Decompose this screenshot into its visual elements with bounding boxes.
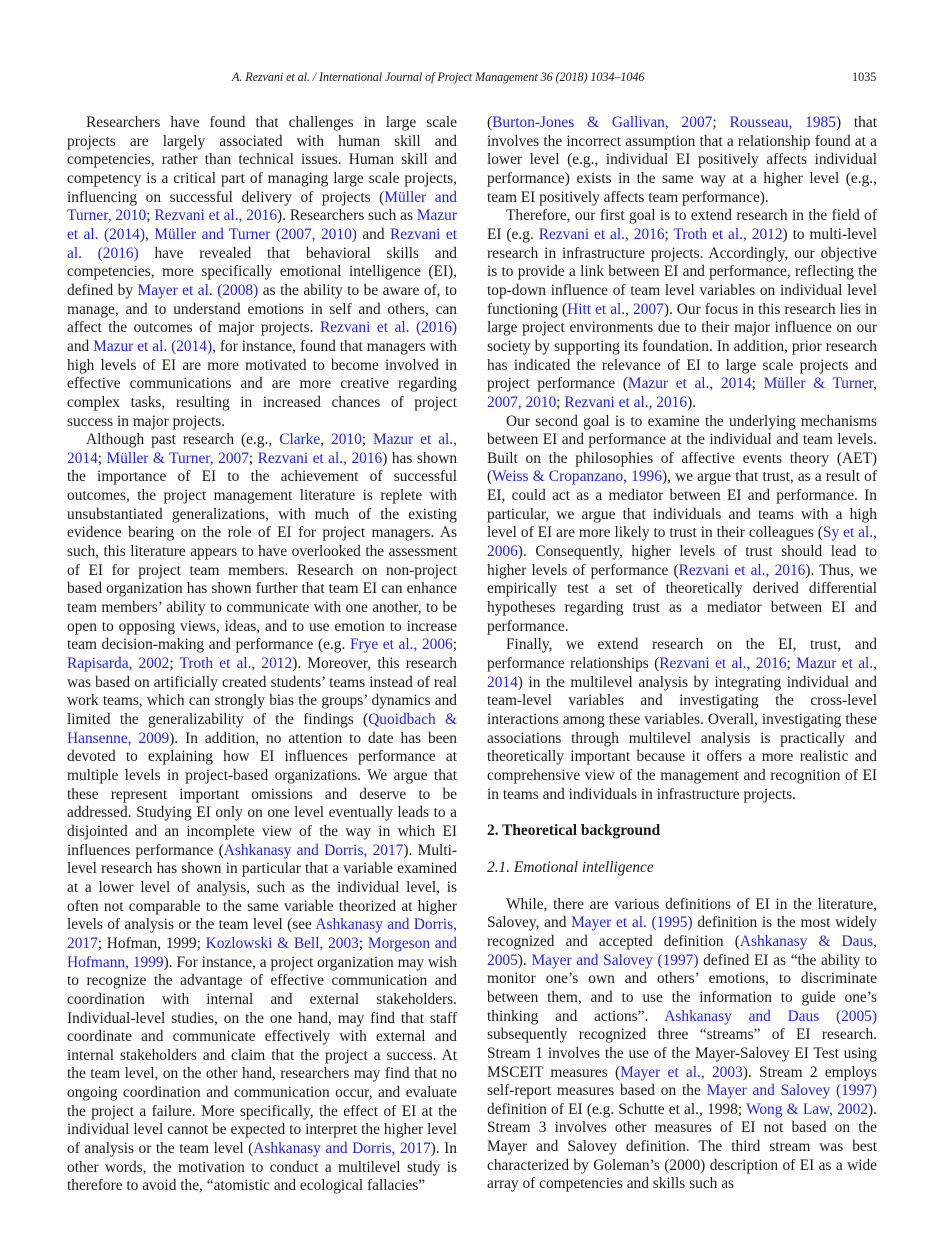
citation-link[interactable]: Rezvani et al., 2016 xyxy=(659,655,787,673)
citation-link[interactable]: Weiss & Cropanzano, 1996 xyxy=(492,468,662,486)
paragraph-text: Finally, we extend research on the EI, trust, and performance relationships ( xyxy=(487,636,877,673)
paragraph-text: ; xyxy=(452,636,457,654)
paragraph-text: ). xyxy=(687,393,697,411)
paragraph xyxy=(487,114,877,207)
citation-link[interactable]: Rezvani et al. (2016) xyxy=(67,225,457,262)
paragraph-text: have revealed that behavioral skills and competencies, more specifically emotional intelligence (EI), defined by xyxy=(67,244,457,299)
citation-link[interactable]: Hitt et al., 2007 xyxy=(567,300,664,318)
paragraph-text: ). Moreover, this research was based on artificially created students’ teams instead of real work teams, which can strongly bias the groups’ dynamics and limited the generalizability of the findings ( xyxy=(67,655,457,728)
paragraph-text: and xyxy=(356,225,391,243)
citation-link[interactable]: Mayer and Salovey (1997) xyxy=(706,1082,877,1100)
citation-link[interactable]: Burton-Jones & Gallivan, 2007 xyxy=(492,114,713,131)
citation-link[interactable]: Mazur et al. (2014) xyxy=(93,337,213,355)
citation-link[interactable]: Rezvani et al., 2016 xyxy=(257,449,383,467)
citation-link[interactable]: Mazur et al., 2014 xyxy=(67,431,458,467)
left-column xyxy=(67,114,457,1196)
paragraph-text: definition of EI (e.g. Schutte et al., 1998; xyxy=(487,1100,747,1118)
citation-link[interactable]: Sy et al., 2006 xyxy=(487,524,877,561)
citation-link[interactable]: Mazur et al., 2014 xyxy=(487,655,877,691)
running-title: A. Rezvani et al. / International Journal of Project Management 36 (2018) 1034–1046 xyxy=(232,70,645,84)
citation-link[interactable]: Rapisarda, 2002 xyxy=(67,655,170,673)
paragraph-text: ). Our focus in this research lies in large project environments due to their major influence on our society by supporting its foundation. In addition, prior research has indicated the relevance of EI to large scale projects and project performance ( xyxy=(487,300,877,393)
paragraph-text: While, there are various definitions of EI in the literature, Salovey, and xyxy=(487,895,877,932)
citation-link[interactable]: Ashkanasy and Dorris, 2017 xyxy=(67,916,457,952)
paragraph-text: ). Consequently, higher levels of trust should lead to higher levels of performance ( xyxy=(487,543,877,579)
citation-link[interactable]: Rezvani et al., 2016 xyxy=(154,207,278,225)
citation-link[interactable]: Müller & Turner, 2007 xyxy=(106,449,249,467)
paragraph-text: ; xyxy=(751,375,764,393)
citation-link[interactable]: Wong & Law, 2002 xyxy=(746,1100,869,1118)
paragraph-text: ). Stream 2 employs self-report measures based on the xyxy=(487,1063,877,1100)
citation-link[interactable]: Rousseau, 1985 xyxy=(729,114,836,131)
citation-link[interactable]: Mazur et al., 2014 xyxy=(627,375,752,393)
paragraph xyxy=(487,896,877,1195)
paragraph-text: ; xyxy=(664,225,674,243)
paragraph-text: as the ability to be aware of, to manage, and to understand emotions in self and others, can affect the outcomes of major projects. xyxy=(67,281,457,337)
paragraph-text: ) that involves the incorrect assumption that a relationship found at a lower level (e.g., individual EI positively affects individual performance) exists in the same way at a higher level (e.g., team EI positively affects team performance). xyxy=(487,114,877,206)
citation-link[interactable]: Ashkanasy & Daus, 2005 xyxy=(487,932,877,969)
paragraph xyxy=(67,114,457,431)
introduction-continued xyxy=(487,114,877,804)
paragraph-text: ; Hofman, 1999; xyxy=(97,934,206,952)
paragraph-text: Researchers have found that challenges in large scale projects are largely associated with human skill and competencies, rather than technical issues. Human skill and competency is a critical part of managing large scale projects, influencing on successful delivery of projects ( xyxy=(67,114,457,206)
page-number: 1035 xyxy=(852,70,877,84)
section-heading: 2. Theoretical background xyxy=(487,822,661,840)
paragraph-text: definition is the most widely recognized and accepted definition ( xyxy=(487,914,877,950)
citation-link[interactable]: Müller and Turner, 2010 xyxy=(67,188,457,225)
citation-link[interactable]: Morgeson and Hofmann, 1999 xyxy=(67,934,457,971)
emotional-intelligence-body xyxy=(487,896,877,1195)
paragraph-text: ) in the multilevel analysis by integrating individual and team-level variables and investigating the cross-level interactions among these variables. Overall, investigating these associations through multilevel analysis is practically and theoretically important because it offers a more realistic and comprehensive view of the management and recognition of EI in teams and individuals in infrastructure projects. xyxy=(487,673,877,803)
citation-link[interactable]: Mayer et al. (1995) xyxy=(571,914,693,932)
left-column-body xyxy=(67,114,457,1196)
paragraph-text: ; xyxy=(361,431,374,449)
paragraph-text: ). In addition, no attention to date has been devoted to explaining how EI influences performance at multiple levels in project-based organizations. We argue that these represent important omissions and deserve to be addressed. Studying EI only on one level eventually leads to a disjointed and an incomplete view of the way in which EI influences performance ( xyxy=(67,729,457,859)
paragraph-text: ) has shown the importance of EI to the achievement of successful outcomes, the project management literature is replete with unsubstantiated generalizations, with much of the existing evidence bearing on the role of EI for project managers. As such, this literature appears to have overlooked the assessment of EI for project team members. Research on non-project based organization has shown further that team EI can enhance team members’ ability to communicate with one another, to be open to opposing views, ideas, and to use emotion to increase team decision-making and performance (e.g. xyxy=(67,449,458,654)
paragraph-text: ( xyxy=(487,114,493,131)
paragraph xyxy=(487,636,877,804)
paragraph-text: ; xyxy=(169,655,180,673)
paragraph-text: ). For instance, a project organization may wish to recognize the advantage of effective communication and coordination with internal and external stakeholders. Individual-level studies, on the one hand, may find that staff coordinate and communicate effectively with external and internal stakeholders and claim that the project a success. At the team level, on the other hand, researchers may find that no ongoing coordination and communication occur, and evaluate the project a failure. More specifically, the effect of EI at the individual level cannot be expected to interpret the higher level of analysis or the team level ( xyxy=(67,953,458,1158)
citation-link[interactable]: Troth et al., 2012 xyxy=(179,655,293,673)
paragraph-text: ). xyxy=(517,951,532,969)
citation-link[interactable]: Mayer and Salovey (1997) xyxy=(531,951,699,969)
paragraph-text: ) to multi-level research in infrastructure projects. Accordingly, our objective is to provide a link between EI and performance, reflecting the top-down influence of team level variables on individual level functioning ( xyxy=(487,225,877,318)
citation-link[interactable]: Frye et al., 2006 xyxy=(349,636,453,654)
citation-link[interactable]: Quoidbach & Hansenne, 2009 xyxy=(67,711,457,747)
running-head xyxy=(0,70,925,90)
paragraph-text: Therefore, our first goal is to extend research in the field of EI (e.g. xyxy=(487,207,877,243)
paragraph-text: ; xyxy=(248,449,258,467)
citation-link[interactable]: Müller & Turner, 2007, 2010 xyxy=(487,375,878,411)
citation-link[interactable]: Rezvani et al., 2016 xyxy=(538,225,665,243)
paragraph-text: ; xyxy=(358,934,368,952)
paragraph-text: ). Stream 3 involves other measures of EI not based on the Mayer and Salovey definition. The third stream was best characterized by Goleman’s (2000) description of EI as a wide array of competencies and skills such as xyxy=(487,1100,877,1193)
citation-link[interactable]: Kozlowski & Bell, 2003 xyxy=(205,934,359,952)
right-column xyxy=(487,114,877,1194)
citation-link[interactable]: Ashkanasy and Daus (2005) xyxy=(664,1007,877,1025)
paragraph-text: ; xyxy=(97,449,107,467)
spacer xyxy=(487,878,877,896)
citation-link[interactable]: Rezvani et al., 2016 xyxy=(678,561,806,579)
paragraph-text: Although past research (e.g., xyxy=(86,431,280,449)
paragraph-text: Our second goal is to examine the underlying mechanisms between EI and performance at the individual and team levels. Built on the philosophies of affective events theory (AET) ( xyxy=(487,412,877,486)
paragraph xyxy=(487,413,877,637)
citation-link[interactable]: Rezvani et al., 2016 xyxy=(564,393,688,411)
paragraph-text: ), we argue that trust, as a result of EI, could act as a mediator between EI and performance. In particular, we argue that individuals and teams with a high level of EI are more likely to trust in their colleagues ( xyxy=(487,468,877,542)
paragraph-text: subsequently recognized three “streams” of EI research. Stream 1 involves the use of the Mayer-Salovey EI Test using MSCEIT measures ( xyxy=(487,1026,877,1081)
citation-link[interactable]: Mazur et al. (2014) xyxy=(67,207,457,243)
paragraph-text: , for instance, found that managers with high levels of EI are more motivated to become involved in effective communications and are more creative regarding complex tasks, resulting in increased chances of project success in major projects. xyxy=(67,337,457,430)
paragraph-text: ; xyxy=(712,114,730,131)
paragraph-text: and xyxy=(67,337,94,355)
citation-link[interactable]: Rezvani et al. (2016) xyxy=(319,319,458,337)
citation-link[interactable]: Ashkanasy and Dorris, 2017 xyxy=(223,841,404,859)
citation-link[interactable]: Troth et al., 2012 xyxy=(673,225,783,243)
citation-link[interactable]: Mayer et al., 2003 xyxy=(620,1063,743,1081)
paragraph xyxy=(67,431,457,1196)
paragraph-text: ; xyxy=(786,655,797,673)
paragraph-text: ). Researchers such as xyxy=(277,207,417,225)
paragraph xyxy=(487,207,877,412)
paragraph-text: defined EI as “the ability to monitor one’s own and others’ emotions, to discriminate between them, and to use the information to guide one’s thinking and actions”. xyxy=(487,951,877,1025)
paragraph-text: ). Thus, we empirically test a set of theoretically derived differential hypotheses regarding trust as a mediator between EI and performance. xyxy=(487,561,878,635)
paragraph-text: , xyxy=(144,225,155,243)
citation-link[interactable]: Clarke, 2010 xyxy=(279,431,362,449)
paragraph-text: ). In other words, the motivation to conduct a multilevel study is therefore to avoid the, “atomistic and ecological fallacies” xyxy=(67,1140,457,1195)
subsection-heading: 2.1. Emotional intelligence xyxy=(487,858,654,876)
paragraph-text: ; xyxy=(556,393,565,411)
citation-link[interactable]: Müller and Turner (2007, 2010) xyxy=(154,225,357,243)
paragraph-text: ; xyxy=(146,207,155,225)
paragraph-text: ). Multi-level research has shown in particular that a variable examined at a lower level of analysis, such as the individual level, is often not comparable to the same variable theorized at higher levels of analysis or the team level (see xyxy=(67,841,458,934)
citation-link[interactable]: Ashkanasy and Dorris, 2017 xyxy=(253,1140,431,1158)
citation-link[interactable]: Mayer et al. (2008) xyxy=(137,281,259,299)
